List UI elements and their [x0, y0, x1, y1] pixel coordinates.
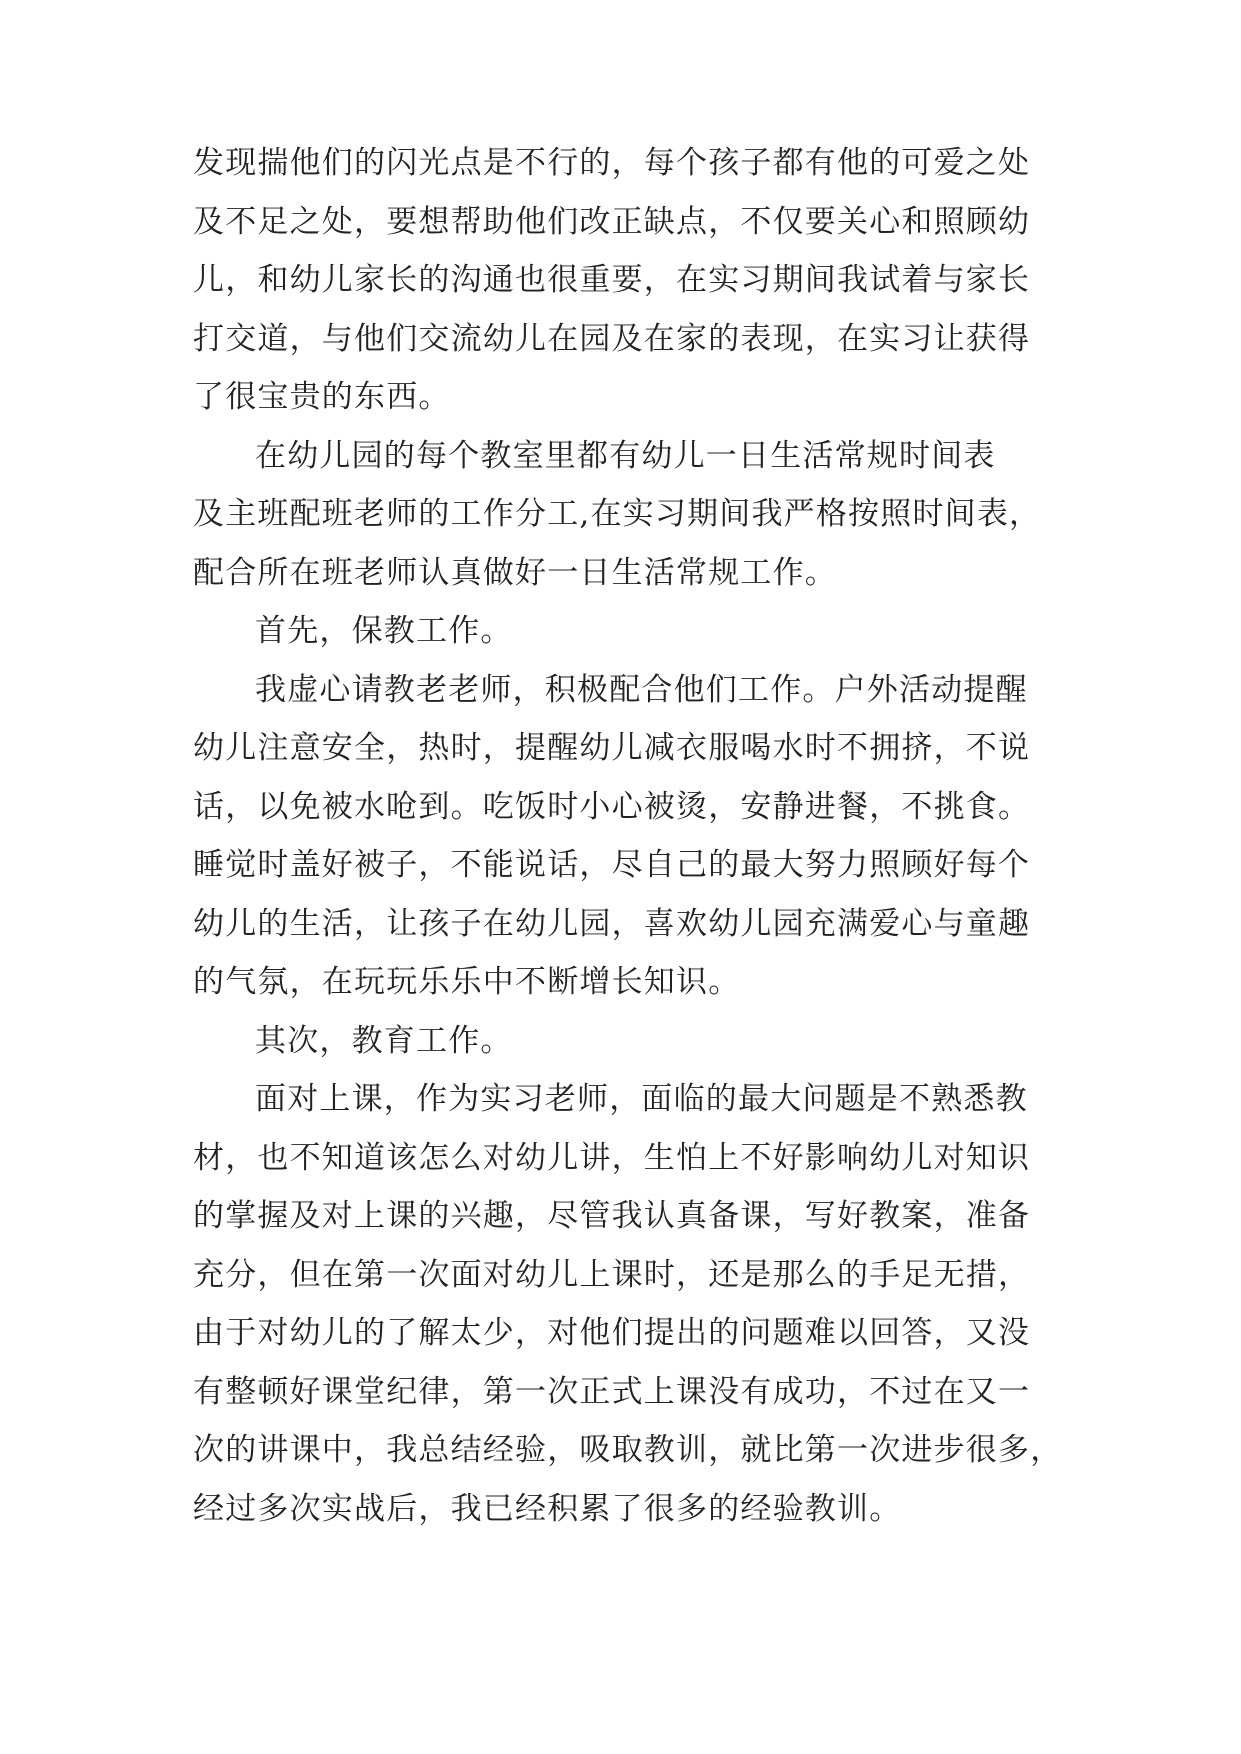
text-line: 经过多次实战后，我已经积累了很多的经验教训。 — [193, 1490, 902, 1527]
paragraph-first-line: 面对上课，作为实习老师，面临的最大问题是不熟悉教 — [255, 1081, 1028, 1117]
text-line: 发现揣他们的闪光点是不行的，每个孩子都有他的可爱之处 — [193, 145, 1031, 181]
text-line: 有整顿好课堂纪律，第一次正式上课没有成功，不过在又一 — [193, 1373, 1031, 1410]
text-line: 话，以免被水呛到。吃饭时小心被烫，安静进餐，不挑食。 — [193, 788, 1031, 825]
body-text — [193, 134, 1063, 1538]
text-line: 的掌握及对上课的兴趣，尽管我认真备课，写好教案，准备 — [193, 1198, 1031, 1234]
text-line: 由于对幼儿的了解太少，对他们提出的问题难以回答，又没 — [193, 1315, 1031, 1351]
text-line: 及不足之处，要想帮助他们改正缺点，不仅要关心和照顾幼 — [193, 203, 1031, 240]
text-line: 的气氛，在玩玩乐乐中不断增长知识。 — [193, 964, 741, 1000]
text-line: 次的讲课中，我总结经验，吸取教训，就比第一次进步很多， — [193, 1432, 1063, 1468]
section-heading: 首先，保教工作。 — [255, 613, 513, 649]
paragraph-first-line: 我虚心请教老老师，积极配合他们工作。户外活动提醒 — [255, 671, 1028, 708]
text-line: 了很宝贵的东西。 — [193, 379, 451, 415]
text-line: 儿，和幼儿家长的沟通也很重要，在实习期间我试着与家长 — [193, 262, 1031, 298]
text-line: 材，也不知道该怎么对幼儿讲，生怕上不好影响幼儿对知识 — [193, 1139, 1031, 1176]
text-line: 幼儿注意安全，热时，提醒幼儿减衣服喝水时不拥挤，不说 — [193, 730, 1031, 766]
text-line: 配合所在班老师认真做好一日生活常规工作。 — [193, 554, 837, 591]
text-line: 幼儿的生活，让孩子在幼儿园，喜欢幼儿园充满爱心与童趣 — [193, 905, 1031, 942]
text-line: 睡觉时盖好被子，不能说话，尽自己的最大努力照顾好每个 — [193, 847, 1031, 883]
text-line: 打交道，与他们交流幼儿在园及在家的表现，在实习让获得 — [193, 320, 1031, 357]
paragraph-first-line: 在幼儿园的每个教室里都有幼儿一日生活常规时间表 — [255, 437, 996, 474]
text-line: 充分，但在第一次面对幼儿上课时，还是那么的手足无措， — [193, 1256, 1031, 1293]
section-heading: 其次，教育工作。 — [255, 1022, 513, 1059]
text-line: 及主班配班老师的工作分工,在实习期间我严格按照时间表， — [193, 496, 1042, 532]
